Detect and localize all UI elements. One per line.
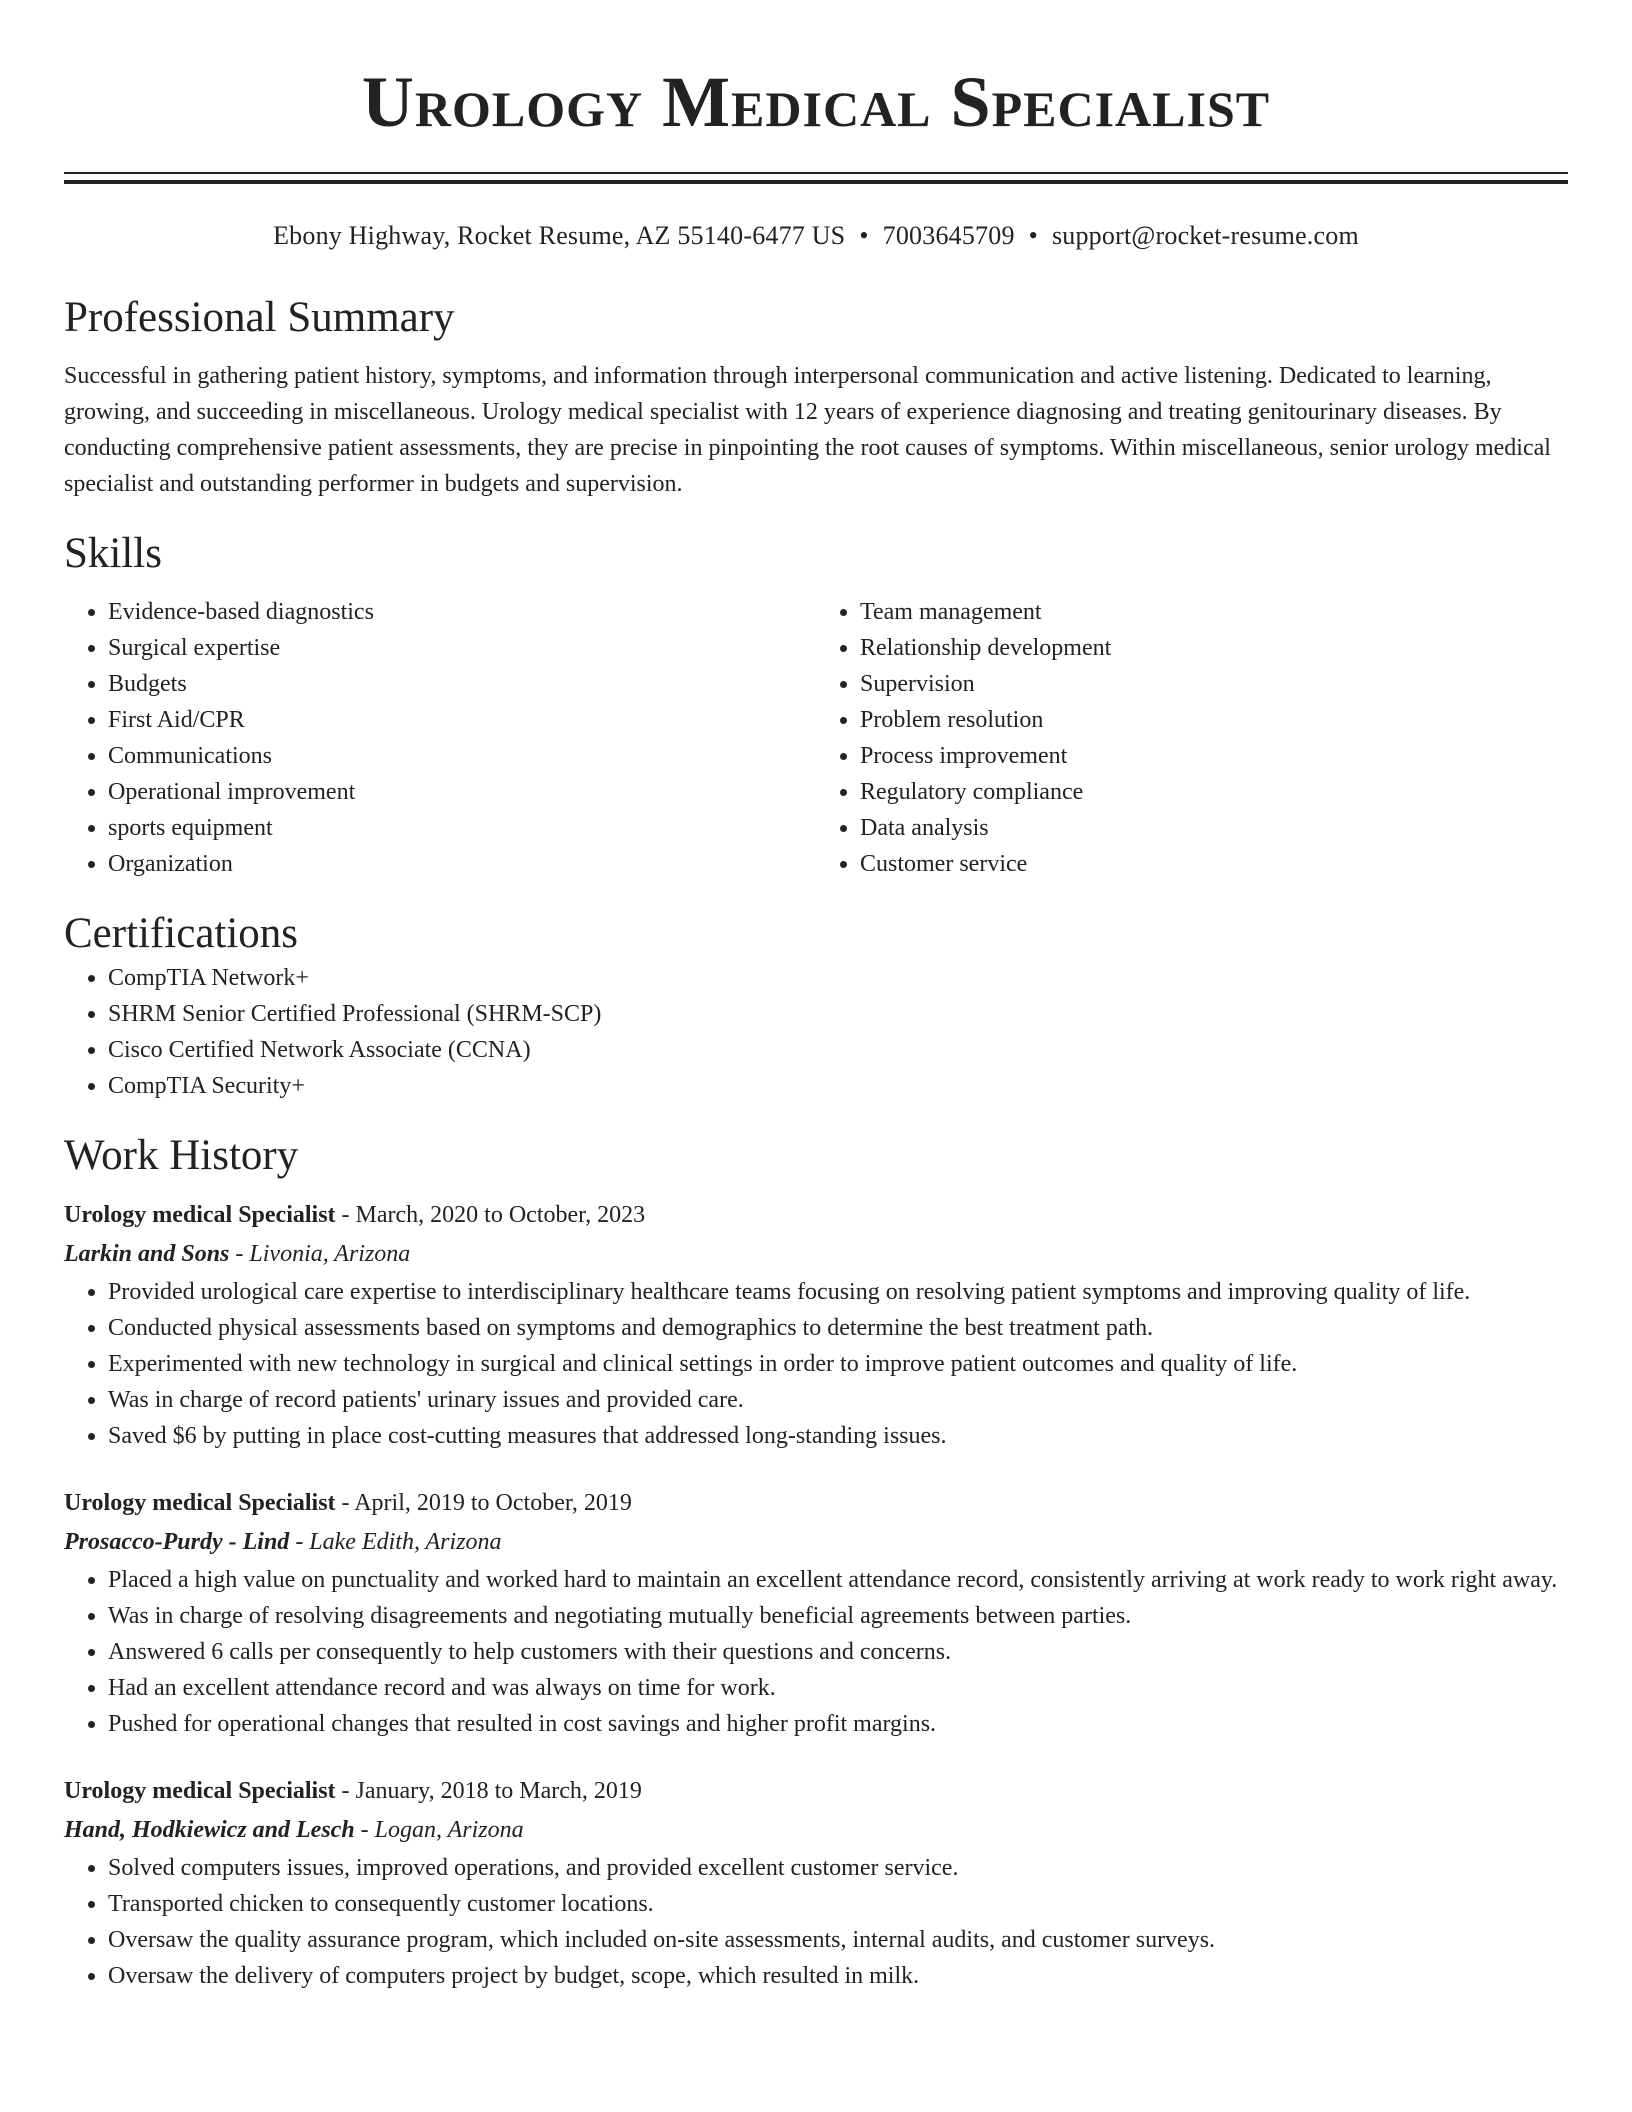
job-duty-item: • Placed a high value on punctuality and worked hard to maintain an excellent attendance record, consistently arriving at work ready to work right away. [108,1562,1568,1598]
certification-item: • SHRM Senior Certified Professional (SHRM-SCP) [108,996,1568,1032]
job-entry [64,1196,1568,1454]
job-duty-item: • Oversaw the quality assurance program, which included on-site assessments, internal audits, and customer surveys. [108,1922,1568,1958]
job-heading [64,1484,1568,1522]
job-employer [64,1234,1568,1274]
contact-separator: • [1028,221,1038,250]
skills-heading: Skills [64,530,162,577]
job-duty-item: • Pushed for operational changes that resulted in cost savings and higher profit margins. [108,1706,1568,1742]
certification-item: • CompTIA Network+ [108,960,1568,996]
header-double-rule [64,172,1568,184]
job-entry [64,1484,1568,1742]
skill-item: • Customer service [860,846,1568,882]
job-duties-list [64,1562,1568,1742]
skill-item: • Surgical expertise [108,630,816,666]
skill-item: • Regulatory compliance [860,774,1568,810]
job-duty-item: • Was in charge of resolving disagreements and negotiating mutually beneficial agreements between parties. [108,1598,1568,1634]
skill-item: • Organization [108,846,816,882]
job-role: Urology medical Specialist [64,1202,336,1228]
job-location: - Livonia, Arizona [229,1241,411,1267]
skill-item: • First Aid/CPR [108,702,816,738]
job-duty-item: • Transported chicken to consequently customer locations. [108,1886,1568,1922]
skill-item: • Process improvement [860,738,1568,774]
resume-name-heading: Urology Medical Specialist [361,62,1271,142]
skill-item: • Team management [860,594,1568,630]
certifications-heading: Certifications [64,910,299,957]
job-dates: - January, 2018 to March, 2019 [335,1778,642,1804]
job-duty-item: • Provided urological care expertise to interdisciplinary healthcare teams focusing on resolving patient symptoms and improving quality of life. [108,1274,1568,1310]
job-heading [64,1772,1568,1810]
skill-item: • Relationship development [860,630,1568,666]
skill-item: • Budgets [108,666,816,702]
job-employer [64,1522,1568,1562]
skill-item: • Problem resolution [860,702,1568,738]
header-rule-thick [64,180,1568,184]
job-employer [64,1810,1568,1850]
certification-item: • Cisco Certified Network Associate (CCNA) [108,1032,1568,1068]
job-company: Larkin and Sons [64,1241,230,1267]
skill-item: • Evidence-based diagnostics [108,594,816,630]
job-location: - Lake Edith, Arizona [289,1529,502,1555]
contact-phone: 7003645709 [882,221,1015,250]
skills-list [64,594,1568,882]
skill-item: • Supervision [860,666,1568,702]
contact-address: Ebony Highway, Rocket Resume, AZ 55140-6477 US [273,221,846,250]
certifications-list [64,960,1568,1104]
contact-line [64,220,1568,252]
summary-text: Successful in gathering patient history, symptoms, and information through interpersonal communication and active listening. Dedicated to learning, growing, and succeeding in miscellaneous. Urology medical specialist with 12 years of experience diagnosing and treating genitourinary diseases. By conducting comprehensive patient assessments, they are precise in pinpointing the root causes of symptoms. Within miscellaneous, senior urology medical specialist and outstanding performer in budgets and supervision. [64,363,1551,497]
job-duties-list [64,1850,1568,1994]
skill-item: • sports equipment [108,810,816,846]
job-location: - Logan, Arizona [354,1817,524,1843]
skills-column-right [816,594,1568,882]
skill-item: • Communications [108,738,816,774]
job-company: Hand, Hodkiewicz and Lesch [64,1817,355,1843]
job-duty-item: • Had an excellent attendance record and was always on time for work. [108,1670,1568,1706]
job-duty-item: • Answered 6 calls per consequently to help customers with their questions and concerns. [108,1634,1568,1670]
job-duty-item: • Was in charge of record patients' urinary issues and provided care. [108,1382,1568,1418]
skill-item: • Data analysis [860,810,1568,846]
job-duty-item: • Conducted physical assessments based on symptoms and demographics to determine the best treatment path. [108,1310,1568,1346]
contact-email: support@rocket-resume.com [1051,221,1359,250]
skills-column-left [64,594,816,882]
job-duty-item: • Solved computers issues, improved operations, and provided excellent customer service. [108,1850,1568,1886]
summary-heading: Professional Summary [64,294,455,341]
job-role: Urology medical Specialist [64,1490,336,1516]
job-duty-item: • Saved $6 by putting in place cost-cutting measures that addressed long-standing issues. [108,1418,1568,1454]
work-history-heading: Work History [64,1132,299,1179]
job-role: Urology medical Specialist [64,1778,336,1804]
job-entry [64,1772,1568,1994]
job-company: Prosacco-Purdy - Lind [64,1529,290,1555]
job-duty-item: • Experimented with new technology in surgical and clinical settings in order to improve patient outcomes and quality of life. [108,1346,1568,1382]
job-heading [64,1196,1568,1234]
job-duties-list [64,1274,1568,1454]
job-dates: - March, 2020 to October, 2023 [335,1202,646,1228]
job-dates: - April, 2019 to October, 2019 [335,1490,632,1516]
certification-item: • CompTIA Security+ [108,1068,1568,1104]
skill-item: • Operational improvement [108,774,816,810]
contact-separator: • [859,221,869,250]
job-duty-item: • Oversaw the delivery of computers project by budget, scope, which resulted in milk. [108,1958,1568,1994]
